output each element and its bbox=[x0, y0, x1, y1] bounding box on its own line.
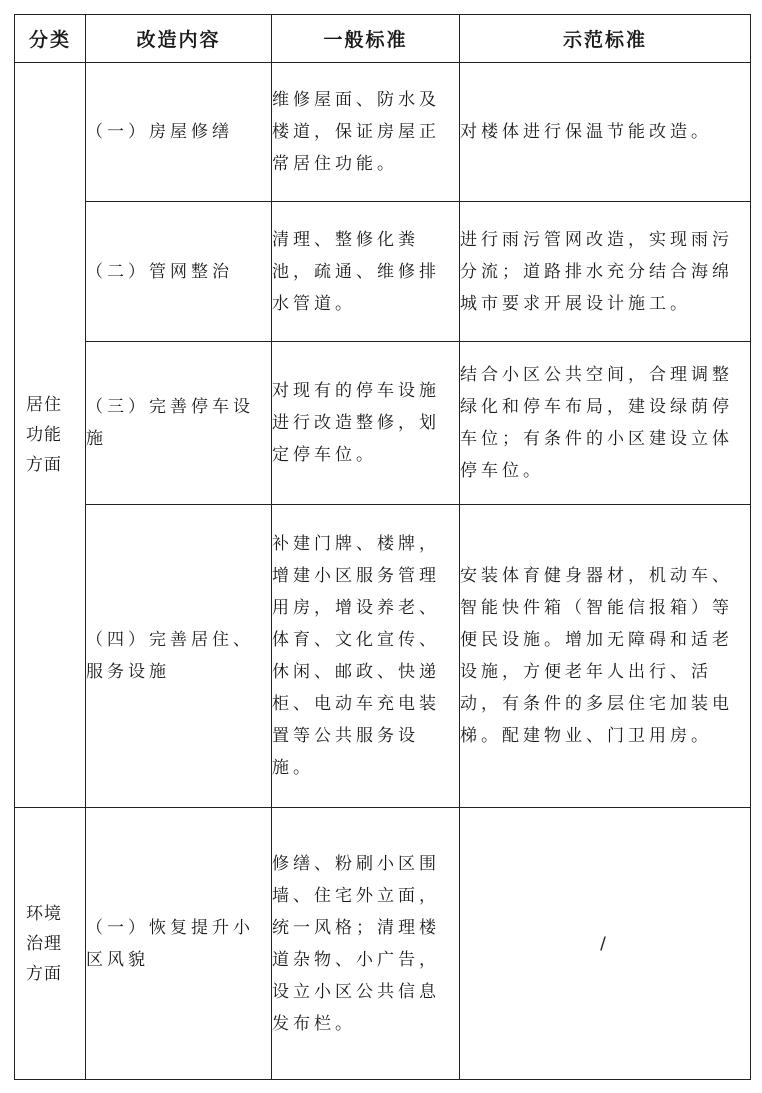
category-label: 居住功能方面 bbox=[26, 395, 62, 475]
item-cell: （二）管网整治 bbox=[86, 202, 272, 342]
header-demo-standard: 示范标准 bbox=[460, 15, 751, 63]
item-cell: （一）房屋修缮 bbox=[86, 63, 272, 202]
header-row bbox=[15, 15, 751, 63]
general-standard-cell: 修缮、粉刷小区围墙、住宅外立面，统一风格；清理楼道杂物、小广告，设立小区公共信息发布栏。 bbox=[272, 808, 460, 1080]
table-row bbox=[15, 202, 751, 342]
header-content: 改造内容 bbox=[86, 15, 272, 63]
item-cell: （三）完善停车设施 bbox=[86, 342, 272, 505]
general-standard-cell: 清理、整修化粪池，疏通、维修排水管道。 bbox=[272, 202, 460, 342]
table-row bbox=[15, 342, 751, 505]
header-category: 分类 bbox=[15, 15, 86, 63]
general-standard-cell: 维修屋面、防水及楼道，保证房屋正常居住功能。 bbox=[272, 63, 460, 202]
category-cell bbox=[15, 808, 86, 1080]
general-standard-cell: 对现有的停车设施进行改造整修，划定停车位。 bbox=[272, 342, 460, 505]
demo-standard-cell: 结合小区公共空间，合理调整绿化和停车布局，建设绿荫停车位；有条件的小区建设立体停车位。 bbox=[460, 342, 751, 505]
table-row bbox=[15, 808, 751, 1080]
item-cell: （四）完善居住、服务设施 bbox=[86, 505, 272, 808]
renovation-standards-table bbox=[14, 14, 751, 1080]
demo-standard-cell: 对楼体进行保温节能改造。 bbox=[460, 63, 751, 202]
general-standard-cell: 补建门牌、楼牌，增建小区服务管理用房，增设养老、体育、文化宣传、休闲、邮政、快递柜、电动车充电装置等公共服务设施。 bbox=[272, 505, 460, 808]
table-row bbox=[15, 63, 751, 202]
demo-standard-cell: / bbox=[460, 808, 751, 1080]
category-cell bbox=[15, 63, 86, 808]
header-general-standard: 一般标准 bbox=[272, 15, 460, 63]
category-label: 环境治理方面 bbox=[26, 903, 62, 984]
demo-standard-cell: 安装体育健身器材，机动车、智能快件箱（智能信报箱）等便民设施。增加无障碍和适老设施，方便老年人出行、活动，有条件的多层住宅加装电梯。配建物业、门卫用房。 bbox=[460, 505, 751, 808]
demo-standard-cell: 进行雨污管网改造，实现雨污分流；道路排水充分结合海绵城市要求开展设计施工。 bbox=[460, 202, 751, 342]
table-row bbox=[15, 505, 751, 808]
item-cell: （一）恢复提升小区风貌 bbox=[86, 808, 272, 1080]
